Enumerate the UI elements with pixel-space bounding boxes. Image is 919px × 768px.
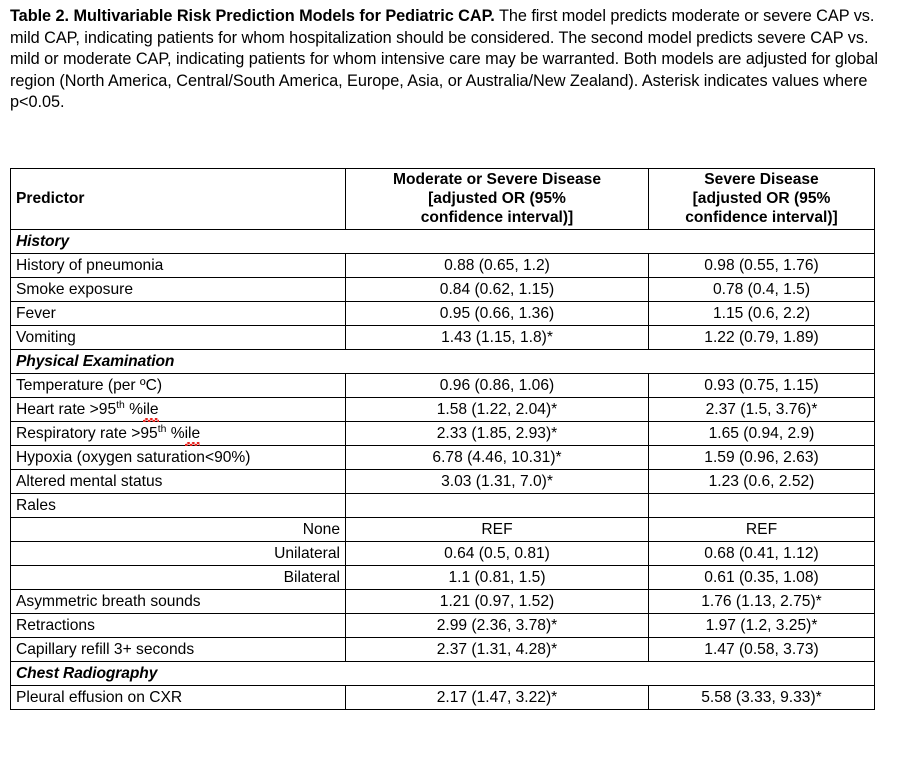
table-row bbox=[11, 590, 875, 614]
row-value-moderate bbox=[346, 494, 649, 518]
table-row bbox=[11, 638, 875, 662]
row-label-respiratory-rate bbox=[11, 422, 346, 446]
row-label: Altered mental status bbox=[11, 470, 346, 494]
row-label: Hypoxia (oxygen saturation<90%) bbox=[11, 446, 346, 470]
row-label: Temperature (per ºC) bbox=[11, 374, 346, 398]
row-label-part: Heart rate >95 bbox=[16, 400, 117, 418]
row-label-part: Respiratory rate >95 bbox=[16, 424, 158, 442]
ordinal-suffix: th bbox=[157, 423, 167, 435]
row-label: Vomiting bbox=[11, 326, 346, 350]
row-value-severe: 2.37 (1.5, 3.76)* bbox=[649, 398, 875, 422]
row-value-severe: REF bbox=[649, 518, 875, 542]
row-value-moderate: 2.33 (1.85, 2.93)* bbox=[346, 422, 649, 446]
row-label: Capillary refill 3+ seconds bbox=[11, 638, 346, 662]
row-value-severe: 1.15 (0.6, 2.2) bbox=[649, 302, 875, 326]
row-label: Fever bbox=[11, 302, 346, 326]
row-value-severe: 0.78 (0.4, 1.5) bbox=[649, 278, 875, 302]
header-moderate-line2: [adjusted OR (95% bbox=[428, 190, 566, 207]
row-value-severe: 0.61 (0.35, 1.08) bbox=[649, 566, 875, 590]
row-value-moderate: 6.78 (4.46, 10.31)* bbox=[346, 446, 649, 470]
table-row-group-rales bbox=[11, 494, 875, 518]
table-row bbox=[11, 518, 875, 542]
row-value-severe: 1.65 (0.94, 2.9) bbox=[649, 422, 875, 446]
row-label-rales-none: None bbox=[11, 518, 346, 542]
table-row bbox=[11, 614, 875, 638]
header-cell-predictor: Predictor bbox=[11, 169, 346, 230]
header-cell-moderate-or-severe bbox=[346, 169, 649, 230]
table-row bbox=[11, 566, 875, 590]
table-row bbox=[11, 446, 875, 470]
table-header-row bbox=[11, 169, 875, 230]
table-row bbox=[11, 398, 875, 422]
misspelled-word: ile bbox=[184, 424, 201, 442]
table-row bbox=[11, 326, 875, 350]
row-value-moderate: 0.96 (0.86, 1.06) bbox=[346, 374, 649, 398]
row-value-moderate: 0.88 (0.65, 1.2) bbox=[346, 254, 649, 278]
row-value-severe bbox=[649, 494, 875, 518]
header-cell-severe bbox=[649, 169, 875, 230]
header-severe-line1: Severe Disease bbox=[704, 171, 819, 188]
header-severe-line2: [adjusted OR (95% bbox=[692, 190, 831, 207]
row-label: History of pneumonia bbox=[11, 254, 346, 278]
misspelled-word: ile bbox=[143, 400, 159, 418]
row-label: Retractions bbox=[11, 614, 346, 638]
section-header-row-history bbox=[11, 230, 875, 254]
table-caption-body: The first model predicts moderate or severe CAP vs. mild CAP, indicating patients for whom hospitalization should be considered. The second model predicts severe CAP vs. mild or moderate CAP, indicating patients for whom intensive care may be warranted. Both models are adjusted for global region (North America, Central/South America, Europe, Asia, or Australia/New Zealand). Asterisk indicates values where p<0.05. bbox=[10, 7, 878, 112]
row-label-rales-unilateral: Unilateral bbox=[11, 542, 346, 566]
table-row bbox=[11, 278, 875, 302]
row-value-moderate: REF bbox=[346, 518, 649, 542]
row-value-severe: 5.58 (3.33, 9.33)* bbox=[649, 686, 875, 710]
risk-prediction-table bbox=[10, 168, 875, 710]
ordinal-suffix: th bbox=[116, 399, 125, 411]
row-value-severe: 1.76 (1.13, 2.75)* bbox=[649, 590, 875, 614]
row-value-moderate: 1.58 (1.22, 2.04)* bbox=[346, 398, 649, 422]
row-label-part: % bbox=[166, 424, 185, 442]
row-value-moderate: 0.84 (0.62, 1.15) bbox=[346, 278, 649, 302]
table-row bbox=[11, 374, 875, 398]
table-row bbox=[11, 254, 875, 278]
row-value-moderate: 1.1 (0.81, 1.5) bbox=[346, 566, 649, 590]
row-value-moderate: 3.03 (1.31, 7.0)* bbox=[346, 470, 649, 494]
row-value-moderate: 1.21 (0.97, 1.52) bbox=[346, 590, 649, 614]
row-label: Asymmetric breath sounds bbox=[11, 590, 346, 614]
row-value-moderate: 2.99 (2.36, 3.78)* bbox=[346, 614, 649, 638]
row-value-moderate: 2.17 (1.47, 3.22)* bbox=[346, 686, 649, 710]
row-label: Smoke exposure bbox=[11, 278, 346, 302]
section-label-physical-examination: Physical Examination bbox=[11, 350, 875, 374]
risk-prediction-table-wrapper bbox=[10, 168, 874, 710]
row-label-part: % bbox=[124, 400, 143, 418]
row-value-moderate: 0.95 (0.66, 1.36) bbox=[346, 302, 649, 326]
row-label-heart-rate bbox=[11, 398, 346, 422]
table-row bbox=[11, 470, 875, 494]
row-value-severe: 1.22 (0.79, 1.89) bbox=[649, 326, 875, 350]
row-label-rales-bilateral: Bilateral bbox=[11, 566, 346, 590]
row-value-severe: 1.59 (0.96, 2.63) bbox=[649, 446, 875, 470]
row-value-moderate: 0.64 (0.5, 0.81) bbox=[346, 542, 649, 566]
table-row bbox=[11, 302, 875, 326]
section-header-row-physical-examination bbox=[11, 350, 875, 374]
header-moderate-line1: Moderate or Severe Disease bbox=[392, 171, 602, 188]
table-caption-title: Table 2. Multivariable Risk Prediction Models for Pediatric CAP. bbox=[10, 7, 495, 25]
row-label: Pleural effusion on CXR bbox=[11, 686, 346, 710]
row-value-severe: 0.93 (0.75, 1.15) bbox=[649, 374, 875, 398]
table-row bbox=[11, 686, 875, 710]
row-value-moderate: 2.37 (1.31, 4.28)* bbox=[346, 638, 649, 662]
row-label-rales: Rales bbox=[11, 494, 346, 518]
section-label-history: History bbox=[11, 230, 875, 254]
row-value-severe: 1.47 (0.58, 3.73) bbox=[649, 638, 875, 662]
row-value-moderate: 1.43 (1.15, 1.8)* bbox=[346, 326, 649, 350]
header-moderate-line3: confidence interval)] bbox=[420, 209, 574, 226]
row-value-severe: 1.97 (1.2, 3.25)* bbox=[649, 614, 875, 638]
table-caption bbox=[10, 6, 890, 114]
section-header-row-chest-radiography bbox=[11, 662, 875, 686]
row-value-severe: 0.68 (0.41, 1.12) bbox=[649, 542, 875, 566]
table-row bbox=[11, 542, 875, 566]
table-row bbox=[11, 422, 875, 446]
header-severe-line3: confidence interval)] bbox=[685, 209, 838, 226]
row-value-severe: 1.23 (0.6, 2.52) bbox=[649, 470, 875, 494]
section-label-chest-radiography: Chest Radiography bbox=[11, 662, 875, 686]
row-value-severe: 0.98 (0.55, 1.76) bbox=[649, 254, 875, 278]
